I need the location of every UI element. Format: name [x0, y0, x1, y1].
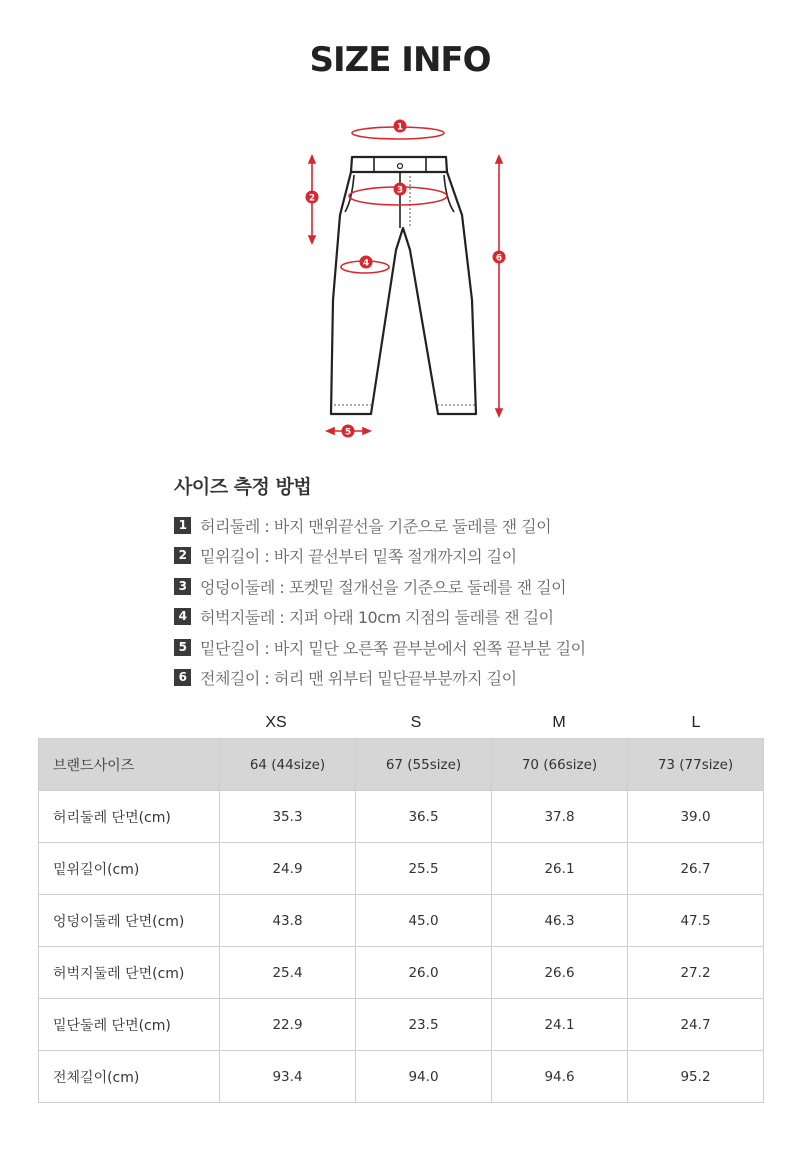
method-list — [174, 510, 586, 693]
svg-text:2: 2 — [308, 193, 316, 204]
row-label: 브랜드사이즈 — [39, 739, 220, 791]
table-row — [39, 947, 764, 999]
table-cell: 64 (44size) — [220, 739, 356, 791]
table-cell: 37.8 — [492, 791, 628, 843]
marker-1-icon — [394, 120, 407, 133]
table-cell: 26.1 — [492, 843, 628, 895]
row-label: 허벅지둘레 단면(cm) — [39, 947, 220, 999]
table-row — [39, 739, 764, 791]
pants-diagram — [290, 112, 520, 442]
size-header-xs: XS — [265, 714, 287, 731]
svg-text:5: 5 — [344, 427, 352, 438]
table-cell: 26.6 — [492, 947, 628, 999]
method-item — [174, 510, 586, 541]
table-cell: 47.5 — [628, 895, 764, 947]
table-cell: 95.2 — [628, 1051, 764, 1103]
pants-outline — [331, 172, 476, 414]
row-label: 밑단둘레 단면(cm) — [39, 999, 220, 1051]
method-item-text: 전체길이 : 허리 맨 위부터 밑단끝부분까지 길이 — [200, 669, 517, 689]
method-item-text: 엉덩이둘레 : 포켓밑 절개선을 기준으로 둘레를 잰 길이 — [200, 577, 567, 597]
number-badge: 2 — [174, 547, 191, 564]
table-cell: 70 (66size) — [492, 739, 628, 791]
table-cell: 26.7 — [628, 843, 764, 895]
table-cell: 24.1 — [492, 999, 628, 1051]
row-label: 전체길이(cm) — [39, 1051, 220, 1103]
svg-text:3: 3 — [396, 185, 404, 196]
table-cell: 73 (77size) — [628, 739, 764, 791]
table-cell: 39.0 — [628, 791, 764, 843]
table-cell: 27.2 — [628, 947, 764, 999]
page-title: SIZE INFO — [309, 40, 491, 80]
row-label: 엉덩이둘레 단면(cm) — [39, 895, 220, 947]
table-cell: 36.5 — [356, 791, 492, 843]
marker-5-icon — [342, 425, 355, 438]
size-header-l: L — [691, 714, 701, 731]
table-row — [39, 843, 764, 895]
table-cell: 22.9 — [220, 999, 356, 1051]
row-label: 허리둘레 단면(cm) — [39, 791, 220, 843]
svg-text:6: 6 — [495, 253, 503, 264]
table-cell: 24.9 — [220, 843, 356, 895]
table-cell: 46.3 — [492, 895, 628, 947]
marker-6-icon — [493, 251, 506, 264]
method-item-text: 밑단길이 : 바지 밑단 오른쪽 끝부분에서 왼쪽 끝부분 길이 — [200, 638, 586, 658]
method-item — [174, 571, 586, 602]
method-item — [174, 663, 586, 694]
number-badge: 5 — [174, 639, 191, 656]
pants-waistband — [351, 157, 447, 172]
marker-4-icon — [360, 256, 373, 269]
method-item — [174, 632, 586, 663]
table-cell: 94.0 — [356, 1051, 492, 1103]
table-cell: 25.4 — [220, 947, 356, 999]
table-row — [39, 895, 764, 947]
table-cell: 25.5 — [356, 843, 492, 895]
number-badge: 6 — [174, 669, 191, 686]
table-cell: 45.0 — [356, 895, 492, 947]
method-item — [174, 602, 586, 633]
table-cell: 23.5 — [356, 999, 492, 1051]
table-cell: 24.7 — [628, 999, 764, 1051]
marker-2-icon — [306, 191, 319, 204]
method-item-text: 허벅지둘레 : 지퍼 아래 10cm 지점의 둘레를 잰 길이 — [200, 608, 554, 628]
size-header-s: S — [410, 714, 422, 731]
size-table — [38, 738, 764, 1103]
table-row — [39, 999, 764, 1051]
number-badge: 1 — [174, 517, 191, 534]
table-cell: 93.4 — [220, 1051, 356, 1103]
table-row — [39, 1051, 764, 1103]
size-header-m: M — [552, 714, 566, 731]
svg-text:1: 1 — [396, 122, 404, 133]
method-item-text: 허리둘레 : 바지 맨위끝선을 기준으로 둘레를 잰 길이 — [200, 516, 552, 536]
method-item-text: 밑위길이 : 바지 끝선부터 밑쪽 절개까지의 길이 — [200, 547, 517, 567]
number-badge: 3 — [174, 578, 191, 595]
table-row — [39, 791, 764, 843]
number-badge: 4 — [174, 608, 191, 625]
marker-3-icon — [394, 183, 407, 196]
method-heading: 사이즈 측정 방법 — [174, 476, 312, 498]
table-cell: 43.8 — [220, 895, 356, 947]
method-item — [174, 541, 586, 572]
table-cell: 94.6 — [492, 1051, 628, 1103]
table-cell: 67 (55size) — [356, 739, 492, 791]
row-label: 밑위길이(cm) — [39, 843, 220, 895]
svg-text:4: 4 — [362, 258, 370, 269]
table-cell: 26.0 — [356, 947, 492, 999]
table-cell: 35.3 — [220, 791, 356, 843]
